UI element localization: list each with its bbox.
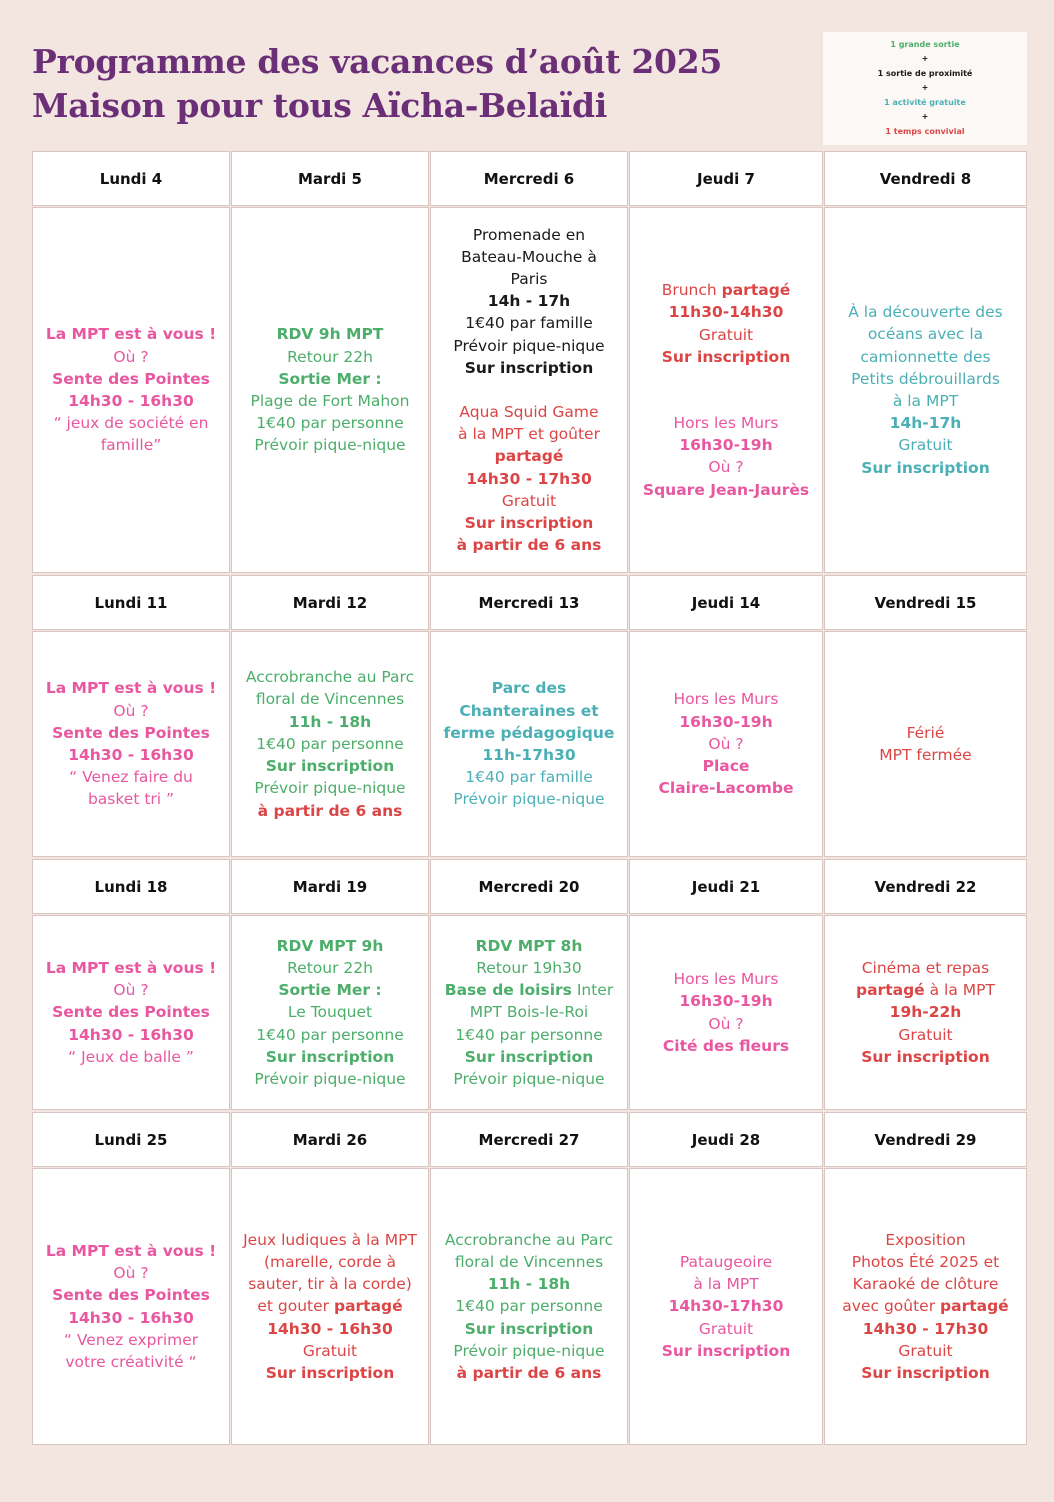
day-cell-mercredi-27 xyxy=(430,1168,628,1445)
activity-name: avec goûter xyxy=(842,1297,936,1316)
activity-title: La MPT est à vous ! xyxy=(45,679,217,698)
time: 14h30 - 16h30 xyxy=(68,1308,194,1327)
activity-title: Paris xyxy=(510,269,548,288)
activity-title: Bateau-Mouche à xyxy=(461,247,597,266)
activity-title xyxy=(856,979,995,1001)
meeting-point: RDV MPT 8h xyxy=(475,936,583,955)
location: Le Touquet xyxy=(287,1003,373,1022)
registration: Sur inscription xyxy=(464,1047,594,1066)
price: 1€40 par famille xyxy=(465,768,593,787)
activity-title: sauter, tir à la corde) xyxy=(248,1275,412,1294)
activity-title: Aqua Squid Game xyxy=(459,403,599,421)
location: Claire-Lacombe xyxy=(658,779,794,798)
day-cell-jeudi-28 xyxy=(629,1168,823,1445)
activity-title: Parc des xyxy=(491,679,567,698)
registration: Sur inscription xyxy=(265,1364,395,1382)
activity-title: Hors les Murs xyxy=(673,414,779,432)
day-header: Mardi 19 xyxy=(231,859,429,914)
price: 1€40 par personne xyxy=(455,1297,603,1316)
time: 14h30 - 16h30 xyxy=(68,392,194,410)
activity-title xyxy=(445,979,613,1001)
day-header: Vendredi 22 xyxy=(824,859,1027,914)
activity-title: Hors les Murs xyxy=(673,970,779,989)
price: 1€40 par personne xyxy=(256,414,404,433)
location-question: Où ? xyxy=(708,734,744,753)
day-header: Mardi 12 xyxy=(231,575,429,630)
location: Place xyxy=(702,757,750,776)
price: Gratuit xyxy=(898,1341,953,1360)
location-question: Où ? xyxy=(708,458,744,477)
day-cell-mardi-5 xyxy=(231,207,429,573)
activity-title: Pataugeoire xyxy=(679,1252,773,1271)
activity-location: à la MPT xyxy=(929,981,995,1000)
registration: Sur inscription xyxy=(464,1319,594,1338)
day-header: Vendredi 8 xyxy=(824,151,1027,206)
activity-title xyxy=(662,279,791,301)
day-cell-mercredi-20 xyxy=(430,915,628,1110)
day-cell-lundi-4 xyxy=(32,207,230,573)
location: Cité des fleurs xyxy=(662,1036,790,1055)
title-line-2: Maison pour tous Aïcha-Belaïdi xyxy=(32,86,608,125)
price: Gratuit xyxy=(898,436,953,455)
page-title xyxy=(32,40,792,128)
location: Plage de Fort Mahon xyxy=(250,392,410,410)
legend-plus: + xyxy=(921,83,929,93)
activity-highlight: partagé xyxy=(721,281,791,300)
activity-title: Karaoké de clôture xyxy=(852,1275,999,1294)
note: Prévoir pique-nique xyxy=(254,1070,406,1088)
time: 11h - 18h xyxy=(288,712,372,731)
time: 16h30-19h xyxy=(679,436,773,455)
registration: Sur inscription xyxy=(661,347,791,366)
time: 11h-17h30 xyxy=(482,746,576,764)
location-question: Où ? xyxy=(113,347,149,366)
location: à la MPT xyxy=(693,1275,759,1294)
legend-activite-gratuite: 1 activité gratuite xyxy=(884,97,966,107)
price: 1€40 par personne xyxy=(256,734,404,753)
day-header: Vendredi 15 xyxy=(824,575,1027,630)
note: Prévoir pique-nique xyxy=(453,1070,605,1088)
legend-box xyxy=(823,32,1027,145)
price: 1€40 par personne xyxy=(455,1025,603,1044)
day-cell-mardi-12 xyxy=(231,631,429,857)
day-cell-vendredi-8 xyxy=(824,207,1027,573)
theme: “ jeux de société en xyxy=(53,414,209,433)
day-cell-vendredi-29 xyxy=(824,1168,1027,1445)
time: 14h30-17h30 xyxy=(668,1297,784,1316)
activity-title: À la découverte des xyxy=(848,303,1003,322)
registration: Sur inscription xyxy=(861,1047,990,1066)
theme: “ Venez faire du xyxy=(69,768,193,787)
time: 14h30 - 16h30 xyxy=(267,1319,393,1338)
day-header: Lundi 18 xyxy=(32,859,230,914)
activity-title xyxy=(257,1295,402,1317)
registration: Sur inscription xyxy=(861,1364,990,1382)
day-header: Jeudi 14 xyxy=(629,575,823,630)
activity-highlight: partagé xyxy=(940,1297,1009,1316)
day-cell-mardi-26 xyxy=(231,1168,429,1445)
activity-title: floral de Vincennes xyxy=(454,1252,604,1271)
price: 1€40 par famille xyxy=(465,314,593,333)
day-cell-vendredi-22 xyxy=(824,915,1027,1110)
price: Gratuit xyxy=(698,1319,754,1338)
activity-title: Sortie Mer : xyxy=(278,981,382,1000)
price: Gratuit xyxy=(302,1341,358,1360)
time: 11h30-14h30 xyxy=(668,303,784,322)
day-cell-mardi-19 xyxy=(231,915,429,1110)
age-limit: à partir de 6 ans xyxy=(456,536,602,555)
day-cell-jeudi-7 xyxy=(629,207,823,573)
note: Prévoir pique-nique xyxy=(453,790,605,809)
activity-highlight: partagé xyxy=(333,1297,403,1316)
day-cell-vendredi-15 xyxy=(824,631,1027,857)
day-header: Mercredi 13 xyxy=(430,575,628,630)
price: 1€40 par personne xyxy=(256,1025,404,1044)
day-header: Jeudi 28 xyxy=(629,1112,823,1167)
location: Sente des Pointes xyxy=(52,723,210,742)
day-cell-mercredi-13 xyxy=(430,631,628,857)
activity-title: (marelle, corde à xyxy=(263,1252,397,1271)
day-cell-lundi-11 xyxy=(32,631,230,857)
legend-plus: + xyxy=(921,54,929,64)
activity-title: partagé xyxy=(494,447,564,466)
location: Square Jean-Jaurès xyxy=(642,480,810,499)
activity-title: Sortie Mer : xyxy=(278,369,382,388)
activity-title: Promenade en xyxy=(472,225,586,244)
activity-title: La MPT est à vous ! xyxy=(45,1241,217,1260)
time: 16h30-19h xyxy=(679,992,773,1011)
location: MPT Bois-le-Roi xyxy=(469,1003,589,1022)
location: Sente des Pointes xyxy=(52,1286,210,1305)
return-time: Retour 19h30 xyxy=(476,958,582,977)
activity-title: La MPT est à vous ! xyxy=(45,958,217,977)
time: 11h - 18h xyxy=(487,1275,571,1294)
registration: Sur inscription xyxy=(265,757,395,776)
time: 16h30-19h xyxy=(679,712,773,731)
theme: basket tri ” xyxy=(87,790,175,809)
activity-name: Brunch xyxy=(661,281,717,300)
location: Sente des Pointes xyxy=(52,369,210,388)
activity-title: ferme pédagogique xyxy=(443,723,615,742)
day-cell-lundi-25 xyxy=(32,1168,230,1445)
legend-temps-convivial: 1 temps convivial xyxy=(885,126,965,136)
day-header: Jeudi 7 xyxy=(629,151,823,206)
activity-title: Accrobranche au Parc xyxy=(245,668,415,687)
activity-highlight: partagé xyxy=(856,981,925,1000)
location: à la MPT xyxy=(892,392,959,410)
time: 14h-17h xyxy=(889,414,962,433)
age-limit: à partir de 6 ans xyxy=(456,1364,602,1382)
price: Gratuit xyxy=(501,491,557,510)
location: Sente des Pointes xyxy=(52,1003,210,1022)
activity-title: Jeux ludiques à la MPT xyxy=(243,1230,417,1249)
activity-title: Cinéma et repas xyxy=(861,958,990,977)
theme: famille” xyxy=(100,436,162,455)
day-header: Mardi 5 xyxy=(231,151,429,206)
registration: Sur inscription xyxy=(661,1341,791,1360)
activity-title: Hors les Murs xyxy=(673,690,779,709)
activity-title: à la MPT et goûter xyxy=(458,425,600,444)
day-header: Mercredi 20 xyxy=(430,859,628,914)
activity-title: Photos Été 2025 et xyxy=(851,1252,1000,1271)
registration: Sur inscription xyxy=(464,358,594,377)
price: Gratuit xyxy=(698,325,754,344)
location-question: Où ? xyxy=(113,981,149,1000)
note: Prévoir pique-nique xyxy=(453,336,605,355)
time: 14h30 - 17h30 xyxy=(466,469,592,488)
title-line-1: Programme des vacances d’août 2025 xyxy=(32,42,723,81)
legend-grande-sortie: 1 grande sortie xyxy=(890,39,960,49)
activity-title: camionnette des xyxy=(860,347,991,366)
day-header: Jeudi 21 xyxy=(629,859,823,914)
meeting-point: RDV MPT 9h xyxy=(276,936,384,955)
day-header: Mercredi 27 xyxy=(430,1112,628,1167)
note: Prévoir pique-nique xyxy=(453,1341,605,1360)
location-question: Où ? xyxy=(708,1014,744,1033)
activity-name: et gouter xyxy=(257,1297,330,1316)
time: 14h30 - 16h30 xyxy=(68,746,194,764)
age-limit: à partir de 6 ans xyxy=(257,801,403,820)
theme: “ Venez exprimer xyxy=(63,1330,199,1349)
registration: Sur inscription xyxy=(464,514,594,533)
registration: Sur inscription xyxy=(861,458,990,477)
day-cell-mercredi-6 xyxy=(430,207,628,573)
day-cell-jeudi-14 xyxy=(629,631,823,857)
meeting-point: RDV 9h MPT xyxy=(276,325,384,344)
activity-title: Accrobranche au Parc xyxy=(444,1230,614,1249)
location-question: Où ? xyxy=(113,701,149,720)
time: 14h30 - 16h30 xyxy=(68,1025,194,1044)
activity-title: océans avec la xyxy=(867,325,984,344)
day-header: Lundi 11 xyxy=(32,575,230,630)
legend-plus: + xyxy=(921,112,929,122)
return-time: Retour 22h xyxy=(287,347,373,366)
activity-title: Chanteraines et xyxy=(459,701,599,720)
holiday-label: Férié xyxy=(906,723,945,742)
theme: “ Jeux de balle ” xyxy=(68,1047,194,1066)
day-header: Vendredi 29 xyxy=(824,1112,1027,1167)
activity-title: floral de Vincennes xyxy=(255,690,405,709)
time: 14h30 - 17h30 xyxy=(862,1319,989,1338)
note: Prévoir pique-nique xyxy=(254,779,406,798)
price: Gratuit xyxy=(898,1025,953,1044)
activity-title: Petits débrouillards xyxy=(851,369,1000,388)
time: 14h - 17h xyxy=(487,292,571,311)
registration: Sur inscription xyxy=(265,1047,395,1066)
activity-name: Inter xyxy=(576,981,614,1000)
day-cell-lundi-18 xyxy=(32,915,230,1110)
theme: votre créativité “ xyxy=(65,1352,197,1371)
closed-notice: MPT fermée xyxy=(879,746,972,764)
location-question: Où ? xyxy=(113,1264,149,1283)
activity-title: Exposition xyxy=(885,1230,966,1249)
legend-sortie-proximite: 1 sortie de proximité xyxy=(877,68,973,78)
return-time: Retour 22h xyxy=(287,958,373,977)
activity-highlight: Base de loisirs xyxy=(444,981,572,1000)
day-header: Lundi 25 xyxy=(32,1112,230,1167)
activity-title xyxy=(842,1295,1008,1317)
activity-title: La MPT est à vous ! xyxy=(45,325,217,344)
time: 19h-22h xyxy=(889,1003,962,1022)
day-header: Mardi 26 xyxy=(231,1112,429,1167)
day-header: Lundi 4 xyxy=(32,151,230,206)
day-header: Mercredi 6 xyxy=(430,151,628,206)
day-cell-jeudi-21 xyxy=(629,915,823,1110)
note: Prévoir pique-nique xyxy=(254,436,406,455)
